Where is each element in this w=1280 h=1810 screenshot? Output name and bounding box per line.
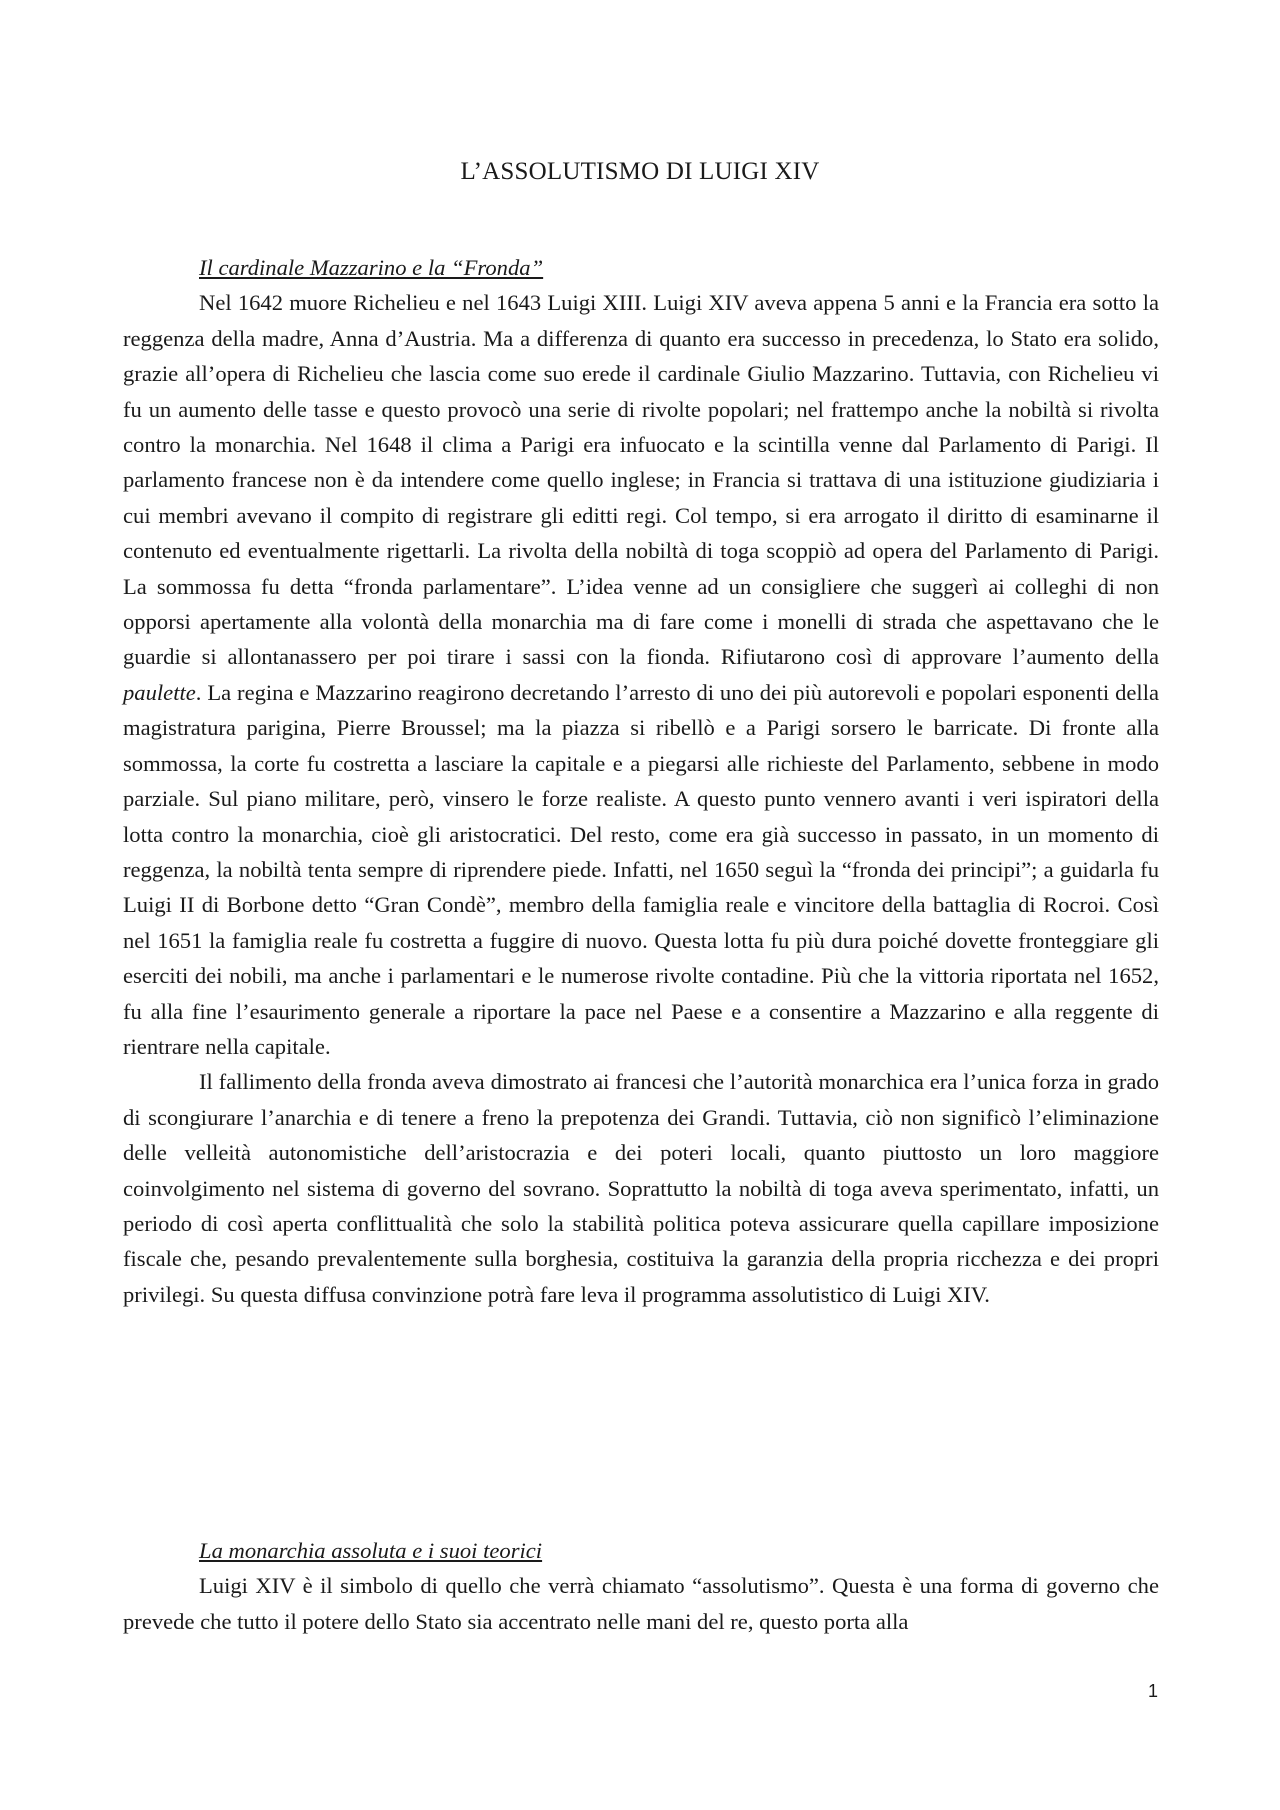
page-number: 1: [1147, 1681, 1158, 1701]
paragraph-text: . La regina e Mazzarino reagirono decretando l’arresto di uno dei più autorevoli e popolari esponenti della magistratura parigina, Pierre Broussel; ma la piazza si ribellò e a Parigi sorsero le barricate. Di fronte alla sommossa, la corte fu costretta a lasciare la capitale e a piegarsi alle richieste del Parlamento, sebbene in modo parziale. Sul piano militare, però, vinsero le forze realiste. A questo punto vennero avanti i veri ispiratori della lotta contro la monarchia, cioè gli aristocratici. Del resto, come era già successo in passato, in un momento di reggenza, la nobiltà tenta sempre di riprendere piede. Infatti, nel 1650 seguì la “fronda dei principi”; a guidarla fu Luigi II di Borbone detto “Gran Condè”, membro della famiglia reale e vincitore della battaglia di Rocroi. Così nel 1651 la famiglia reale fu costretta a fuggire di nuovo. Questa lotta fu più dura poiché dovette fronteggiare gli eserciti dei nobili, ma anche i parlamentari e le numerose rivolte contadine. Più che la vittoria riportata nel 1652, fu alla fine l’esaurimento generale a riportare la pace nel Paese e a consentire a Mazzarino e alla reggente di rientrare nella capitale.: [123, 679, 1159, 1059]
section-monarchia-assoluta: [123, 1533, 1159, 1639]
paragraph-text: Nel 1642 muore Richelieu e nel 1643 Luigi XIII. Luigi XIV aveva appena 5 anni e la Francia era sotto la reggenza della madre, Anna d’Austria. Ma a differenza di quanto era successo in precedenza, lo Stato era solido, grazie all’opera di Richelieu che lascia come suo erede il cardinale Giulio Mazzarino. Tuttavia, con Richelieu vi fu un aumento delle tasse e questo provocò una serie di rivolte popolari; nel frattempo anche la nobiltà si rivolta contro la monarchia. Nel 1648 il clima a Parigi era infuocato e la scintilla venne dal Parlamento di Parigi. Il parlamento francese non è da intendere come quello inglese; in Francia si trattava di una istituzione giudiziaria i cui membri avevano il compito di registrare gli editti regi. Col tempo, si era arrogato il diritto di esaminarne il contenuto ed eventualmente rigettarli. La rivolta della nobiltà di toga scoppiò ad opera del Parlamento di Parigi. La sommossa fu detta “fronda parlamentare”. L’idea venne ad un consigliere che suggerì ai colleghi di non opporsi apertamente alla volontà della monarchia ma di fare come i monelli di strada che aspettavano che le guardie si allontanassero per poi tirare i sassi con la fionda. Rifiutarono così di approvare l’aumento della: [123, 290, 1159, 670]
section-heading: Il cardinale Mazzarino e la “Fronda”: [199, 255, 544, 280]
section-fronda: [123, 250, 1159, 1312]
paragraph: Luigi XIV è il simbolo di quello che verrà chiamato “assolutismo”. Questa è una forma di governo che prevede che tutto il potere dello Stato sia accentrato nelle mani del re, questo porta alla: [123, 1573, 1159, 1634]
section-heading: La monarchia assoluta e i suoi teorici: [199, 1538, 543, 1563]
page-title: L’ASSOLUTISMO DI LUIGI XIV: [460, 158, 820, 185]
paragraph: Il fallimento della fronda aveva dimostrato ai francesi che l’autorità monarchica era l’unica forza in grado di scongiurare l’anarchia e di tenere a freno la prepotenza dei Grandi. Tuttavia, ciò non significò l’eliminazione delle velleità autonomistiche dell’aristocrazia e dei poteri locali, quanto piuttosto un loro maggiore coinvolgimento nel sistema di governo del sovrano. Soprattutto la nobiltà di toga aveva sperimentato, infatti, un periodo di così aperta conflittualità che solo la stabilità politica poteva assicurare quella capillare imposizione fiscale che, pesando prevalentemente sulla borghesia, costituiva la garanzia della propria ricchezza e dei propri privilegi. Su questa diffusa convinzione potrà fare leva il programma assolutistico di Luigi XIV.: [123, 1069, 1159, 1307]
italic-term: paulette: [123, 679, 196, 705]
paragraph: [123, 285, 1159, 1064]
